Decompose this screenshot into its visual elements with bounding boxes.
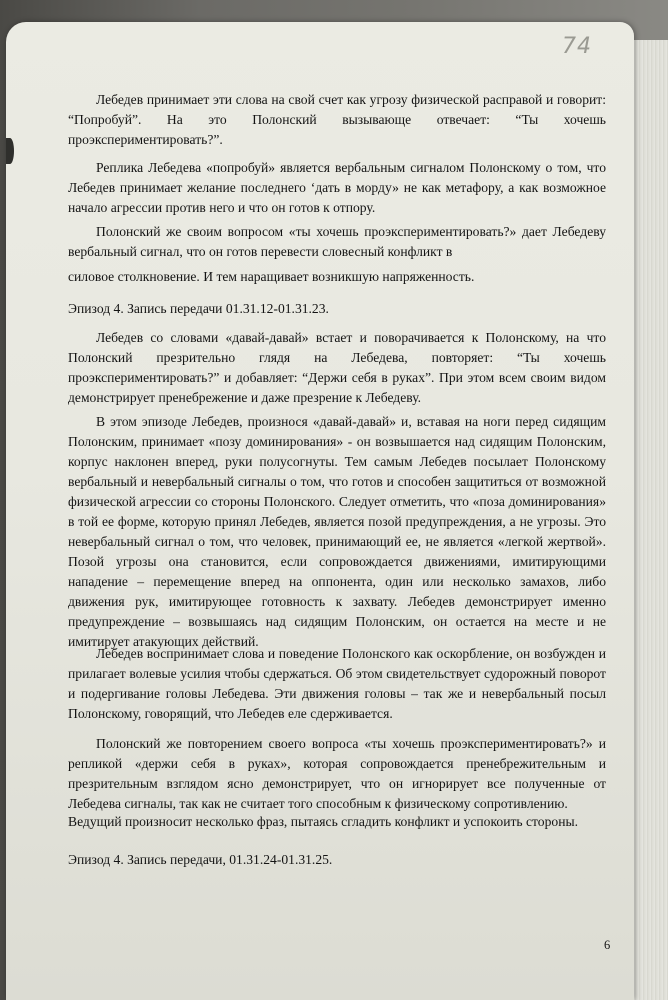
- episode-heading-1: Эпизод 4. Запись передачи 01.31.12-01.31.23.: [68, 301, 329, 316]
- paragraph-7: Лебедев воспринимает слова и поведение Полонского как оскорбление, он возбужден и прилагает волевые усилия чтобы сдержаться. Об этом свидетельствует судорожный поворот и подергивание головы Лебедева. Эти движения головы – так же и невербальный посыл Полонскому, говорящий, что Лебедев еле сдерживается.: [68, 646, 606, 721]
- paragraph-5: Лебедев со словами «давай-давай» встает и поворачивается к Полонскому, на что Полонский презрительно глядя на Лебедева, повторяет: “Ты хочешь проэкспериментировать?” и добавляет: “Держи себя в руках”. При этом всем своим видом демонстрирует пренебрежение и даже презрение к Лебедеву.: [68, 330, 606, 405]
- paragraph-8: Полонский же повторением своего вопроса «ты хочешь проэкспериментировать?» и репликой «держи себя в руках», которая сопровождается пренебрежительным и презрительным взглядом ясно демонстрирует, что он игнорирует все полученные от Лебедева сигналы, так как не считает того способным к физическому сопротивлению.: [68, 736, 606, 811]
- paragraph-2: Реплика Лебедева «попробуй» является вербальным сигналом Полонскому о том, что Лебедев принимает желание последнего ‘дать в морду» не как метафору, а как возможное начало агрессии против него и что он готов к отпору.: [68, 160, 606, 215]
- paragraph-4: силовое столкновение. И тем наращивает возникшую напряженность.: [68, 269, 475, 284]
- paragraph-1: Лебедев принимает эти слова на свой счет как угрозу физической расправой и говорит: “Попробуй”. На это Полонский вызывающе отвечает: “Ты хочешь проэкспериментировать?”.: [68, 92, 606, 147]
- paragraph-6: В этом эпизоде Лебедев, произнося «давай-давай» и, вставая на ноги перед сидящим Полонским, принимает «позу доминирования» - он возвышается над сидящим Полонским, корпус наклонен вперед, руки полусогнуты. Тем самым Лебедев посылает Полонскому вербальный и невербальный сигналы о том, что готов и способен защититься от возможной физической агрессии со стороны Полонского. Следует отметить, что «поза доминирования» в той ее форме, которую принял Лебедев, является позой предупреждения, а не угрозы. Это невербальный сигнал о том, что человек, принимающий ее, не является «легкой жертвой». Позой угрозы она становится, если сопровождается движениями, имитирующими нападение – перемещение вперед на оппонента, один или несколько замахов, либо движения рук, имитирующее готовность к захвату. Лебедев демонстрирует именно предупреждение – возвышаясь над сидящим Полонским, он остается на месте и не имитирует атакующих действий.: [68, 414, 606, 649]
- punch-hole: [6, 138, 14, 164]
- page-number: 6: [604, 938, 611, 952]
- paragraph-3: Полонский же своим вопросом «ты хочешь проэкспериментировать?» дает Лебедеву вербальный сигнал, что он готов перевести словесный конфликт в: [68, 224, 606, 259]
- episode-heading-2: Эпизод 4. Запись передачи, 01.31.24-01.31.25.: [68, 852, 333, 867]
- document-page: [6, 22, 634, 1000]
- paragraph-9: Ведущий произносит несколько фраз, пытаясь сгладить конфликт и успокоить стороны.: [68, 814, 578, 829]
- handwritten-page-number: 74: [562, 34, 592, 59]
